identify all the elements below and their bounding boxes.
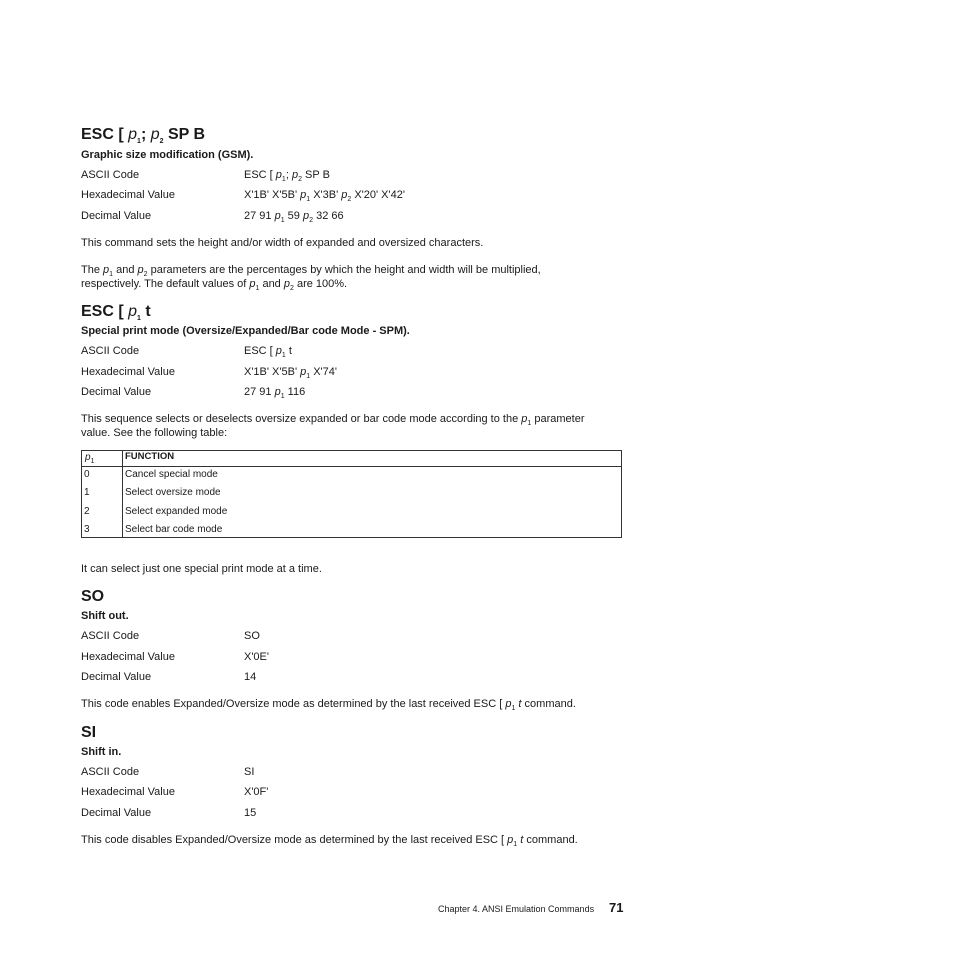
table-header-function: FUNCTION	[125, 451, 175, 462]
row-label-hex: Hexadecimal Value	[81, 651, 175, 663]
row-label-decimal: Decimal Value	[81, 671, 152, 683]
row-value-hex: X'0F'	[244, 786, 269, 798]
row-value-hex: X'1B' X'5B' $p_1$ X'3B' $p_2$ X'20' X'42'	[244, 189, 405, 204]
row-label-ascii: ASCII Code	[81, 630, 140, 642]
table-cell-function: Cancel special mode	[125, 469, 218, 480]
section-title-so: SO	[81, 588, 105, 605]
section-subtitle-gsm: Graphic size modification (GSM).	[81, 149, 254, 161]
row-value-ascii: SO	[244, 630, 260, 642]
row-label-ascii: ASCII Code	[81, 169, 140, 181]
table-cell-code: 3	[84, 524, 90, 535]
table-cell-code: 2	[84, 506, 90, 517]
paragraph: respectively. The default values of $p_1$ and $p_2$ are 100%.	[81, 278, 348, 293]
row-value-ascii: ESC [ $p_1$ t	[244, 345, 292, 360]
function-table	[81, 450, 622, 538]
row-label-hex: Hexadecimal Value	[81, 786, 175, 798]
row-label-decimal: Decimal Value	[81, 807, 152, 819]
table-column-divider	[122, 451, 123, 537]
table-cell-code: 0	[84, 469, 90, 480]
table-header-p1: $p_1$	[85, 452, 95, 465]
paragraph: The $p_1$ and $p_2$ parameters are the percentages by which the height and width will be multiplied,	[81, 264, 541, 279]
table-cell-function: Select bar code mode	[125, 524, 223, 535]
section-subtitle-so: Shift out.	[81, 610, 129, 622]
table-cell-function: Select oversize mode	[125, 487, 221, 498]
row-label-ascii: ASCII Code	[81, 345, 140, 357]
table-cell-code: 1	[84, 487, 90, 498]
row-label-ascii: ASCII Code	[81, 766, 140, 778]
row-label-hex: Hexadecimal Value	[81, 189, 175, 201]
section-title-gsm: ESC [ $p_1$; $p_2$ SP B	[81, 126, 206, 146]
row-value-ascii: SI	[244, 766, 255, 778]
paragraph: This code disables Expanded/Oversize mode as determined by the last received ESC [ $p_1$ t command.	[81, 834, 578, 849]
row-label-decimal: Decimal Value	[81, 386, 152, 398]
section-subtitle-si: Shift in.	[81, 746, 122, 758]
paragraph: value. See the following table:	[81, 427, 228, 439]
row-value-decimal: 15	[244, 807, 257, 819]
paragraph: This command sets the height and/or width of expanded and oversized characters.	[81, 237, 484, 249]
section-subtitle-spm: Special print mode (Oversize/Expanded/Bar code Mode - SPM).	[81, 325, 410, 337]
row-value-decimal: 27 91 $p_1$ 59 $p_2$ 32 66	[244, 210, 344, 225]
row-label-hex: Hexadecimal Value	[81, 366, 175, 378]
row-value-hex: X'1B' X'5B' $p_1$ X'74'	[244, 366, 337, 381]
paragraph: It can select just one special print mode at a time.	[81, 563, 322, 575]
row-value-hex: X'0E'	[244, 651, 269, 663]
section-title-spm: ESC [ $p_1$ t	[81, 303, 151, 323]
footer-chapter: Chapter 4. ANSI Emulation Commands	[438, 904, 595, 914]
row-label-decimal: Decimal Value	[81, 210, 152, 222]
table-cell-function: Select expanded mode	[125, 506, 228, 517]
row-value-ascii: ESC [ $p_1$; $p_2$ SP B	[244, 169, 330, 184]
row-value-decimal: 14	[244, 671, 257, 683]
table-header-divider	[82, 466, 621, 467]
row-value-decimal: 27 91 $p_1$ 116	[244, 386, 306, 401]
paragraph: This sequence selects or deselects oversize expanded or bar code mode according to the $p_1$ parameter	[81, 413, 585, 428]
page-number: 71	[609, 900, 624, 915]
paragraph: This code enables Expanded/Oversize mode as determined by the last received ESC [ $p_1$ t command.	[81, 698, 576, 713]
section-title-si: SI	[81, 724, 97, 741]
